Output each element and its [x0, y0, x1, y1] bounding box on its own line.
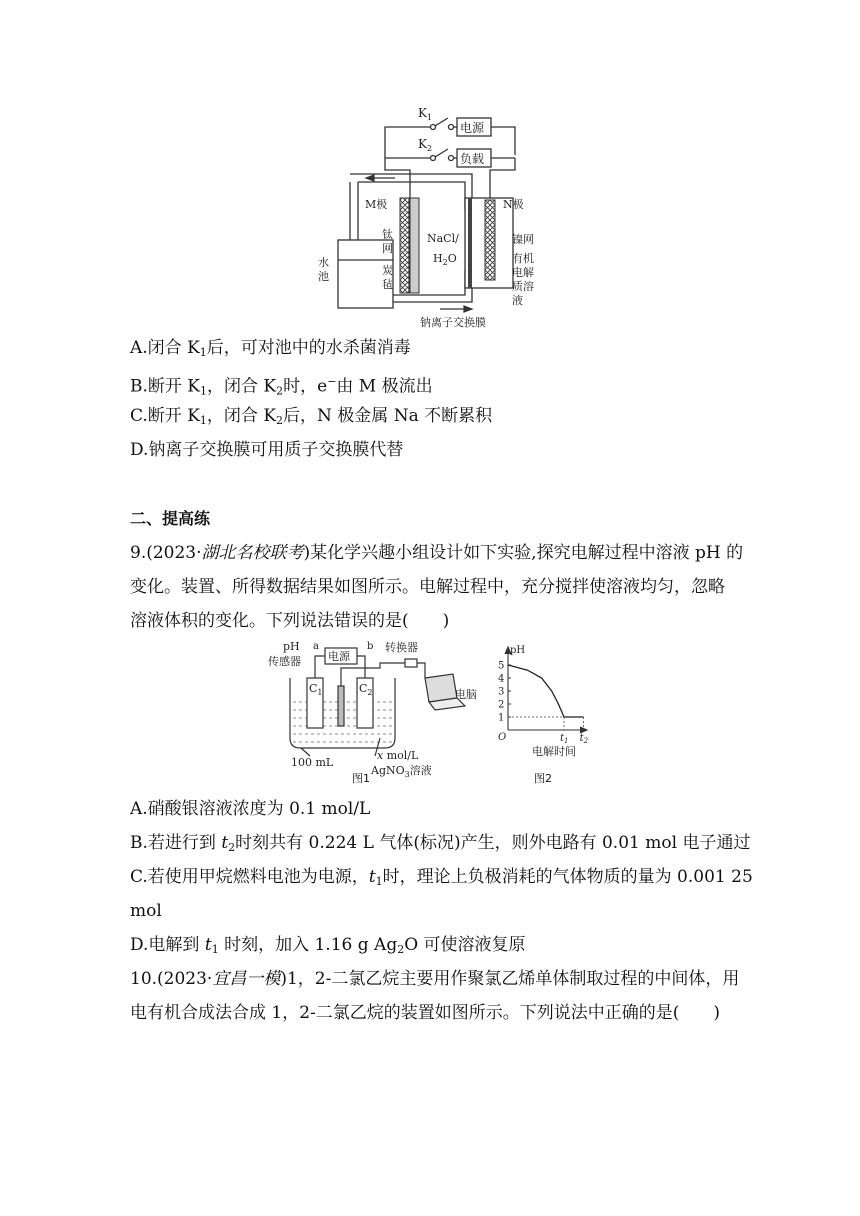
ti-mesh-label-1: 钛 — [382, 228, 393, 241]
y-tick-label: 1 — [498, 712, 505, 724]
fig1-c1-label: $C_1$ — [309, 682, 323, 697]
device-figure — [300, 100, 560, 330]
k1-label: $K_1$ — [418, 106, 433, 122]
y-tick-label: 4 — [498, 673, 505, 685]
pool-label-2: 池 — [318, 270, 329, 283]
pool-label-1: 水 — [318, 256, 329, 269]
m-pole-label: M极 — [365, 198, 388, 211]
x-axis-label: 电解时间 — [532, 745, 576, 758]
fig1-ph-label: pH — [283, 640, 300, 653]
fig1-volume-label: 100 mL — [291, 756, 334, 769]
y-tick-label: 5 — [498, 660, 505, 672]
origin-label: O — [498, 732, 507, 743]
organic-label-2: 电解 — [512, 266, 534, 279]
y-axis-label: pH — [510, 645, 526, 656]
fig1-power-label: 电源 — [328, 650, 350, 663]
organic-label-1: 有机 — [512, 252, 534, 265]
electrolyte-label-2: $H_2O$ — [433, 252, 457, 267]
x-tick-label: $t_1$ — [560, 733, 569, 745]
load-label: 负载 — [460, 152, 485, 166]
organic-label-3: 质溶 — [512, 280, 534, 293]
fig1-converter-label: 转换器 — [385, 641, 418, 654]
q8-option-a: A.闭合 $K_1$后，可对池中的水杀菌消毒 — [130, 338, 411, 359]
q9-option-a: A.硝酸银溶液浓度为 0.1 mol/L — [130, 799, 371, 819]
fig1-b-label: b — [367, 641, 374, 652]
y-tick-label: 3 — [498, 686, 505, 698]
q9-stem-line-3: 溶液体积的变化。下列说法错误的是( ) — [130, 611, 450, 631]
electrolyte-label: NaCl/ — [427, 232, 459, 245]
fig1-conc-label: x mol/L — [377, 749, 419, 762]
q9-option-b: B.若进行到 $t_2$时刻共有 0.224 L 气体(标况)产生，则外电路有 0.01 mol 电子通过 — [130, 833, 751, 854]
ph-curve — [508, 665, 584, 717]
q8-option-b: B.断开 $K_1$，闭合 $K_2$时，e−由 M 极流出 — [130, 375, 433, 398]
ti-mesh-label-2: 网 — [382, 242, 393, 255]
n-pole-label: N极 — [503, 198, 524, 211]
y-tick-label: 2 — [498, 699, 505, 711]
figure-1 — [265, 638, 485, 786]
k2-label: $K_2$ — [418, 137, 433, 153]
fig1-agno3-label: AgNO$_3$溶液 — [371, 764, 432, 779]
organic-label-4: 液 — [512, 294, 523, 307]
figure-2-caption: 图2 — [534, 772, 552, 785]
carbon-felt-label-1: 炭 — [382, 264, 393, 277]
fig1-c2-label: $C_2$ — [359, 682, 373, 697]
q8-option-d: D.钠离子交换膜可用质子交换膜代替 — [130, 440, 404, 460]
q9-option-c-continued: mol — [130, 901, 162, 921]
membrane-label: 钠离子交换膜 — [420, 316, 486, 329]
fig1-computer-label: 电脑 — [455, 688, 477, 701]
x-tick-label: $t_2$ — [579, 733, 589, 745]
nickel-mesh-label: 镍网 — [512, 233, 534, 246]
section-heading: 二、提高练 — [130, 509, 211, 528]
fig1-sensor-label: 传感器 — [268, 655, 301, 668]
q10-stem-line-2: 电有机合成法合成 1，2-二氯乙烷的装置如图所示。下列说法中正确的是( ) — [130, 1003, 721, 1023]
power-label: 电源 — [460, 121, 485, 135]
q9-stem-line-1: 9.(2023·湖北名校联考)某化学兴趣小组设计如下实验,探究电解过程中溶液 pH 的 — [130, 543, 744, 563]
carbon-felt-label-2: 毡 — [382, 278, 393, 291]
q10-stem-line-1: 10.(2023·宜昌一模)1，2-二氯乙烷主要用作聚氯乙烯单体制取过程的中间体，用 — [130, 969, 740, 989]
fig1-a-label: a — [313, 641, 319, 652]
q8-option-c: C.断开 $K_1$，闭合 $K_2$后，N 极金属 Na 不断累积 — [130, 406, 493, 427]
q9-stem-line-2: 变化。装置、所得数据结果如图所示。电解过程中，充分搅拌使溶液均匀，忽略 — [130, 577, 725, 597]
q9-option-c: C.若使用甲烷燃料电池为电源，$t_1$时，理论上负极消耗的气体物质的量为 0.001 25 — [130, 867, 753, 888]
q9-option-d: D.电解到 $t_1$ 时刻，加入 1.16 g $Ag_2O$ 可使溶液复原 — [130, 935, 526, 956]
figure-2-chart — [490, 642, 590, 762]
figure-1-caption: 图1 — [352, 772, 370, 785]
